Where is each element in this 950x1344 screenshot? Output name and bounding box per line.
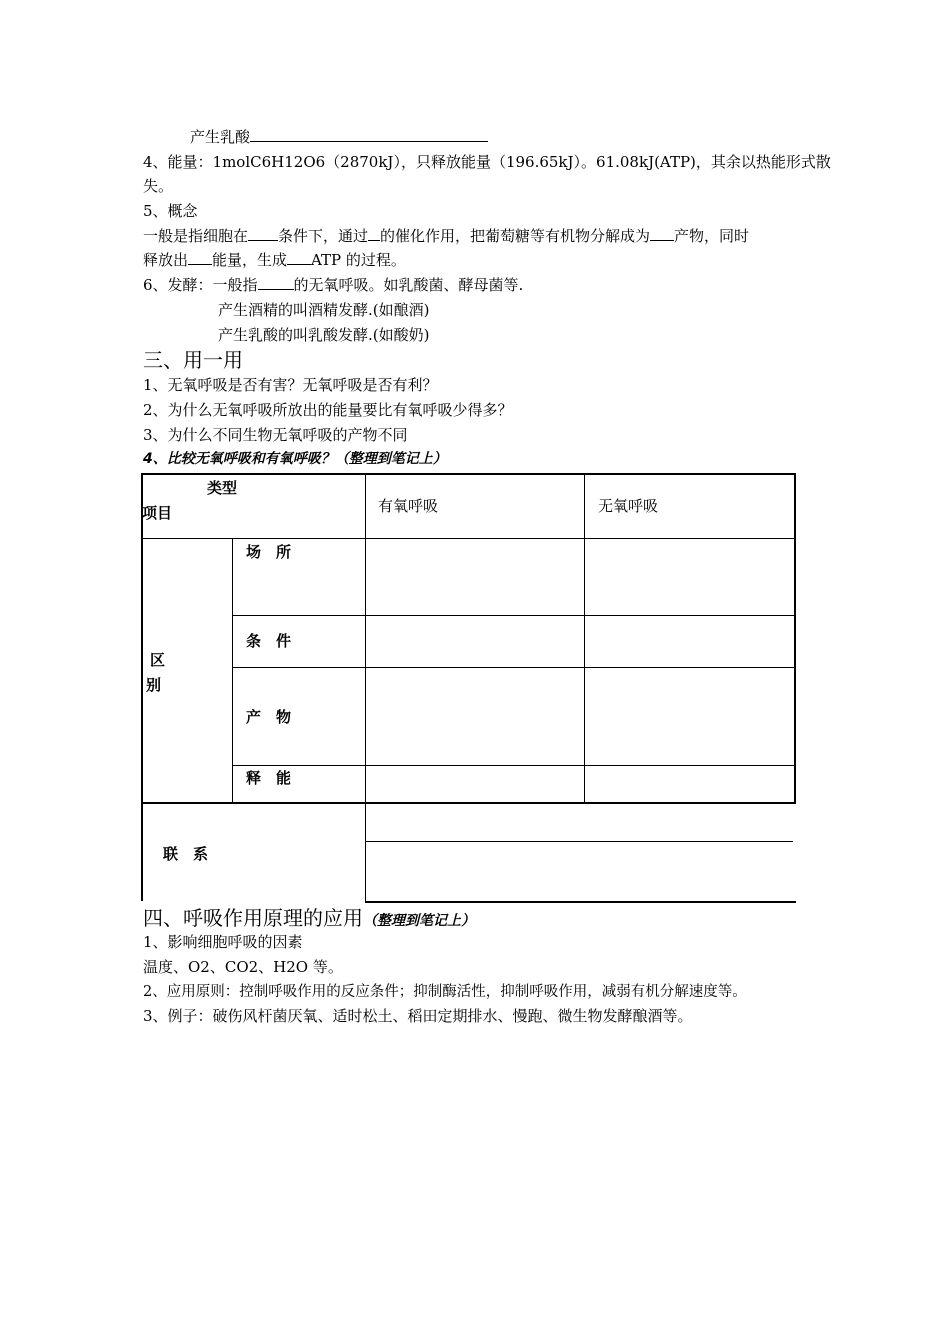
header-type: 类型 <box>207 479 238 497</box>
concept-text-d: 产物，同时 <box>674 227 750 245</box>
row-condition: 条 件 <box>246 632 292 650</box>
concept2-text-a: 释放出 <box>143 251 189 269</box>
concept-text-a: 一般是指细胞在 <box>143 227 249 245</box>
section4-p2: 温度、O2、CO2、H2O 等。 <box>143 958 343 976</box>
table-header-line <box>141 538 796 539</box>
ferment-lactic: 产生乳酸的叫乳酸发酵.(如酸奶) <box>218 326 430 344</box>
blank-condition <box>248 224 278 241</box>
lactic-label: 产生乳酸 <box>190 128 251 146</box>
section3-q1: 1、无氧呼吸是否有害？无氧呼吸是否有利？ <box>143 376 438 394</box>
relation-divider <box>365 841 793 842</box>
row-line-2 <box>232 667 796 668</box>
blank-enzyme <box>368 224 380 241</box>
row-relation: 联 系 <box>163 845 209 863</box>
ferment-line <box>143 273 823 298</box>
section4-title: 四、呼吸作用原理的应用 <box>143 906 363 930</box>
col-line-main <box>365 473 366 903</box>
section4-p1: 1、影响细胞呼吸的因素 <box>143 933 303 951</box>
concept2-text-c: ATP 的过程。 <box>311 251 406 269</box>
row-energy: 释 能 <box>246 769 292 787</box>
blank-atp <box>287 248 311 265</box>
ferment-alcohol: 产生酒精的叫酒精发酵.(如酿酒) <box>218 301 430 319</box>
section3-title: 三、用一用 <box>143 348 243 372</box>
col-line-sub <box>232 538 233 803</box>
table-border-bottom <box>365 901 796 903</box>
concept-line-1 <box>143 224 823 249</box>
col-aerobic: 有氧呼吸 <box>378 497 439 515</box>
row-product: 产 物 <box>246 708 292 726</box>
diff-label-2: 别 <box>146 676 162 694</box>
concept-line-2 <box>143 248 823 273</box>
comparison-table <box>141 473 796 903</box>
ferment-text-a: 6、发酵：一般指 <box>143 276 258 294</box>
section4-p4: 3、例子：破伤风杆菌厌氧、适时松土、稻田定期排水、慢跑、微生物发酵酿酒等。 <box>143 1007 693 1025</box>
section3-q4: 4、比较无氧呼吸和有氧呼吸？（整理到笔记上） <box>143 451 447 467</box>
blank-ferment <box>258 273 294 290</box>
row-line-diff-end <box>141 802 796 804</box>
row-place: 场 所 <box>246 543 292 561</box>
lactic-line <box>190 125 870 150</box>
col-anaerobic: 无氧呼吸 <box>598 497 659 515</box>
row-line-3 <box>232 765 796 766</box>
blank-energy <box>188 248 212 265</box>
diff-label-1: 区 <box>150 651 166 669</box>
header-item: 项目 <box>142 504 173 522</box>
concept-title: 5、概念 <box>143 202 198 220</box>
blank-product <box>650 224 674 241</box>
section4-p3: 2、应用原则：控制呼吸作用的反应条件；抑制酶活性，抑制呼吸作用，减弱有机分解速度等。 <box>143 984 747 1000</box>
row-line-1 <box>232 615 796 616</box>
lactic-blank <box>250 125 488 142</box>
concept-text-c: 的催化作用，把葡萄糖等有机物分解成为 <box>380 227 651 245</box>
section3-q3: 3、为什么不同生物无氧呼吸的产物不同 <box>143 426 408 444</box>
concept2-text-b: 能量，生成 <box>212 251 288 269</box>
energy-line: 4、能量：1molC6H12O6（2870kJ），只释放能量（196.65kJ）。61.08kJ(ATP)，其余以热能形式散 <box>143 153 831 171</box>
section3-q2: 2、为什么无氧呼吸所放出的能量要比有氧呼吸少得多？ <box>143 401 513 419</box>
table-border-right <box>794 473 796 804</box>
table-border-top <box>141 473 796 475</box>
concept-text-b: 条件下，通过 <box>278 227 369 245</box>
ferment-text-b: 的无氧呼吸。如乳酸菌、酵母菌等. <box>293 276 524 294</box>
section4-title-line <box>143 904 823 932</box>
energy-line-cont: 失。 <box>143 177 174 195</box>
section4-title-note: （整理到笔记上） <box>363 913 475 929</box>
col-line-mid <box>584 473 585 803</box>
